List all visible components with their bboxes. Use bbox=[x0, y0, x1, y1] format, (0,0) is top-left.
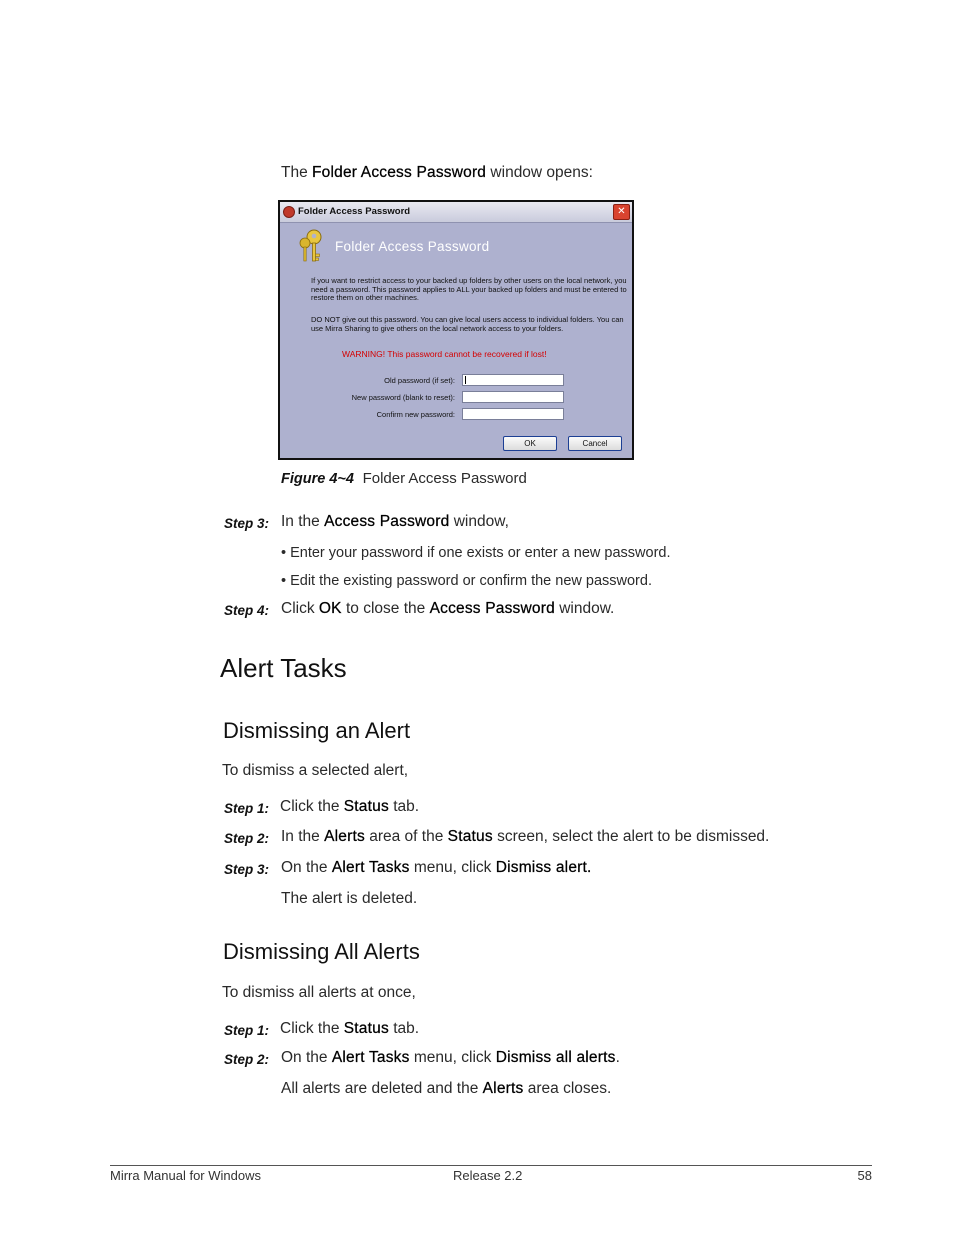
step-text bbox=[281, 859, 592, 877]
dialog-title: Folder Access Password bbox=[298, 206, 411, 217]
intro-line bbox=[281, 164, 593, 182]
step-term: Status bbox=[447, 828, 493, 845]
step-text-pre: On the bbox=[281, 1049, 332, 1066]
dialog-warning: WARNING! This password cannot be recovered if lost! bbox=[342, 349, 547, 359]
step-text bbox=[281, 513, 509, 531]
step-term: Alerts bbox=[324, 828, 365, 845]
step-text-mid: menu, click bbox=[409, 1049, 496, 1066]
step-text bbox=[281, 1049, 620, 1067]
dialog-titlebar bbox=[280, 202, 632, 223]
step-term: Access Password bbox=[324, 513, 450, 530]
step-text-pre: Click the bbox=[280, 798, 344, 815]
step-term: Alert Tasks bbox=[331, 859, 410, 876]
step-text-pre: In the bbox=[281, 513, 325, 530]
step-text-mid: to close the bbox=[341, 600, 430, 617]
new-password-input[interactable] bbox=[462, 391, 564, 403]
intro-text: To dismiss all alerts at once, bbox=[222, 984, 416, 1001]
footer-release: Release 2.2 bbox=[453, 1168, 523, 1183]
step-text bbox=[281, 600, 614, 618]
intro-text: To dismiss a selected alert, bbox=[222, 762, 409, 779]
figure-caption bbox=[281, 470, 527, 488]
step-label: Step 2: bbox=[224, 1052, 270, 1067]
step-term: Dismiss all alerts bbox=[495, 1049, 616, 1066]
confirm-password-label: Confirm new password: bbox=[376, 410, 455, 419]
figure-label: Figure 4~4 bbox=[281, 471, 354, 487]
step-text-post: screen, select the alert to be dismissed. bbox=[492, 828, 770, 845]
dialog-paragraph-2: DO NOT give out this password. You can give local users access to individual folders. You can use Mirra Sharing to give others on the local network access to your folders. bbox=[311, 315, 624, 333]
result-post: area closes. bbox=[523, 1080, 612, 1097]
step-term: Alert Tasks bbox=[331, 1049, 410, 1066]
section-heading: Alert Tasks bbox=[220, 653, 347, 683]
step-text-pre: Click bbox=[281, 600, 319, 617]
close-icon[interactable]: ✕ bbox=[613, 204, 630, 220]
ok-button[interactable]: OK bbox=[503, 436, 557, 451]
step-result: The alert is deleted. bbox=[281, 890, 418, 907]
step-term: OK bbox=[318, 600, 342, 617]
app-icon bbox=[283, 206, 295, 218]
step-text bbox=[280, 1020, 419, 1038]
step-label: Step 3: bbox=[224, 516, 270, 531]
step-text-post: tab. bbox=[388, 1020, 420, 1037]
text-caret bbox=[465, 376, 466, 384]
subsection-heading: Dismissing an Alert bbox=[223, 718, 411, 743]
step-text-pre: In the bbox=[281, 828, 325, 845]
step-label: Step 1: bbox=[224, 1023, 270, 1038]
step-text-pre: Click the bbox=[280, 1020, 344, 1037]
step-result bbox=[281, 1080, 611, 1098]
step-label: Step 4: bbox=[224, 603, 270, 618]
step-label: Step 3: bbox=[224, 862, 270, 877]
step-text bbox=[280, 798, 419, 816]
step-term: Access Password bbox=[429, 600, 555, 617]
step-label: Step 1: bbox=[224, 801, 270, 816]
dialog-paragraph-1: If you want to restrict access to your backed up folders by other users on the local network, you need a password. This password applies to ALL your backed up folders and must be entered to restore them on other machines. bbox=[311, 276, 627, 302]
footer-rule bbox=[110, 1165, 872, 1166]
folder-access-password-dialog bbox=[278, 200, 634, 460]
step-text-post: tab. bbox=[388, 798, 420, 815]
step-text-mid: area of the bbox=[364, 828, 448, 845]
step-text-mid: menu, click bbox=[409, 859, 496, 876]
footer-page-number: 58 bbox=[857, 1168, 872, 1183]
bullet-item: • Edit the existing password or confirm the new password. bbox=[281, 573, 652, 589]
old-password-label: Old password (if set): bbox=[384, 376, 455, 385]
step-term: Dismiss alert. bbox=[495, 859, 592, 876]
result-term: Alerts bbox=[482, 1080, 524, 1097]
intro-post: window opens: bbox=[486, 164, 593, 181]
cancel-button[interactable]: Cancel bbox=[568, 436, 622, 451]
subsection-heading: Dismissing All Alerts bbox=[223, 939, 420, 964]
step-text bbox=[281, 828, 769, 846]
step-text-post: window. bbox=[554, 600, 615, 617]
step-label: Step 2: bbox=[224, 831, 270, 846]
figure-caption-text: Folder Access Password bbox=[362, 470, 527, 487]
bullet-item: • Enter your password if one exists or enter a new password. bbox=[281, 545, 671, 561]
intro-pre: The bbox=[281, 164, 313, 181]
step-text-post: window, bbox=[449, 513, 509, 530]
step-text-pre: On the bbox=[281, 859, 332, 876]
key-icon bbox=[296, 228, 326, 264]
result-pre: All alerts are deleted and the bbox=[281, 1080, 483, 1097]
step-term: Status bbox=[343, 798, 389, 815]
step-term: Status bbox=[343, 1020, 389, 1037]
footer-manual-title: Mirra Manual for Windows bbox=[110, 1168, 261, 1183]
confirm-password-input[interactable] bbox=[462, 408, 564, 420]
step-text-post: . bbox=[615, 1049, 620, 1066]
new-password-label: New password (blank to reset): bbox=[351, 393, 455, 402]
dialog-heading: Folder Access Password bbox=[335, 239, 490, 254]
intro-term: Folder Access Password bbox=[312, 164, 487, 181]
old-password-input[interactable] bbox=[462, 374, 564, 386]
